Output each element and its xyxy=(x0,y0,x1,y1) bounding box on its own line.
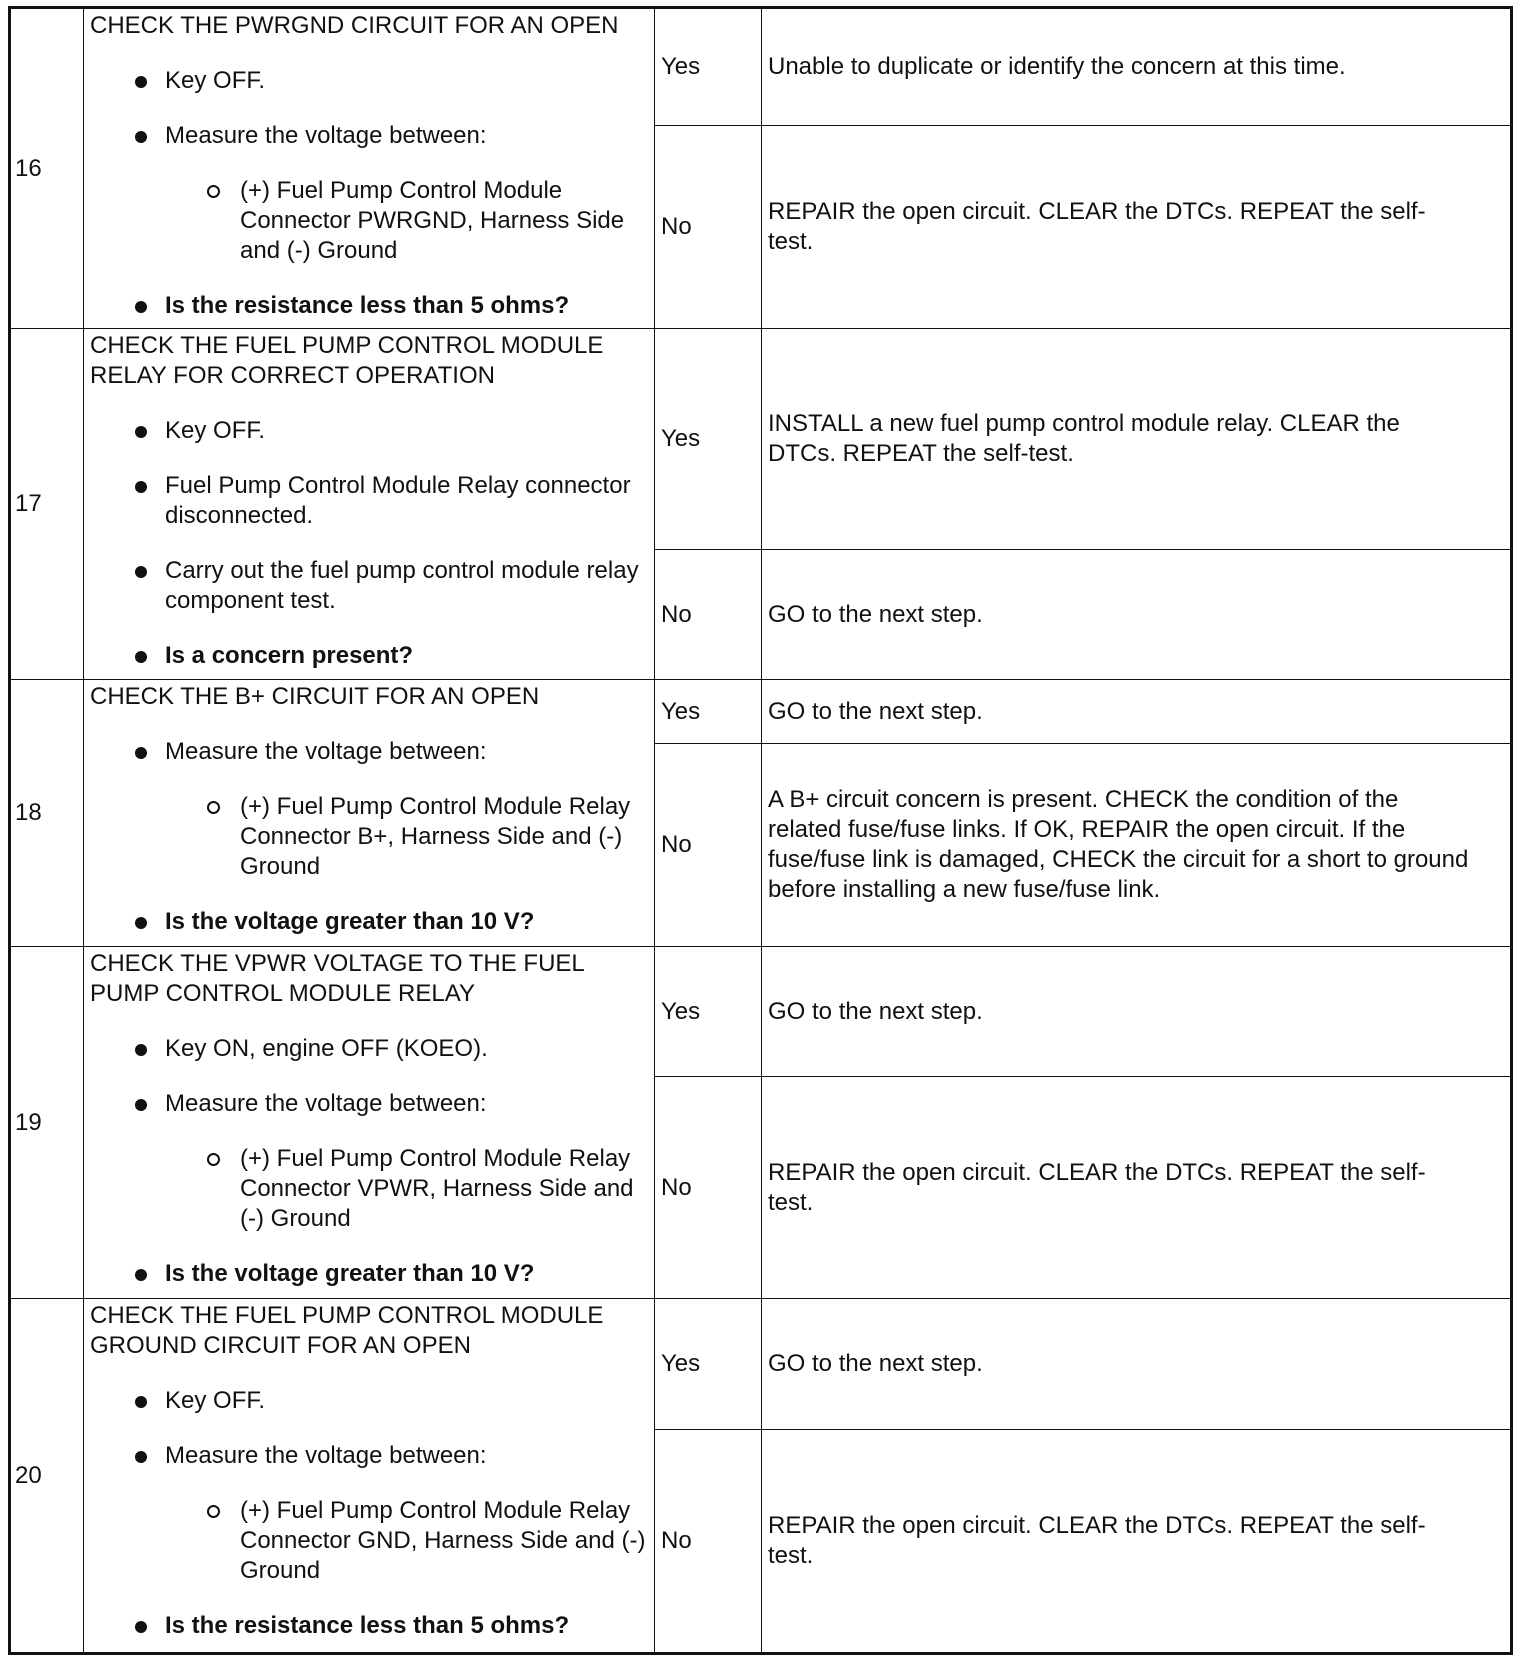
no-result: REPAIR the open circuit. CLEAR the DTCs. REPEAT the self-test. xyxy=(762,126,1512,329)
measurement-item: (+) Fuel Pump Control Module Relay Connector GND, Harness Side and (-) Ground xyxy=(165,1496,646,1586)
step-question: Is the resistance less than 5 ohms? xyxy=(90,1611,646,1641)
action-item: Key OFF. xyxy=(90,66,646,96)
action-item: Fuel Pump Control Module Relay connector disconnected. xyxy=(90,471,646,531)
yes-result: Unable to duplicate or identify the concern at this time. xyxy=(762,8,1512,126)
step-18-yes-row xyxy=(10,680,1512,744)
step-19-yes-row xyxy=(10,947,1512,1077)
measurement-list xyxy=(165,176,646,266)
action-item: Key OFF. xyxy=(90,1386,646,1416)
yes-label: Yes xyxy=(655,1299,762,1430)
yes-label: Yes xyxy=(655,329,762,550)
measurement-list xyxy=(165,1496,646,1586)
step-16-yes-row xyxy=(10,8,1512,126)
action-list xyxy=(90,66,646,321)
measurement-list xyxy=(165,1144,646,1234)
action-item: Carry out the fuel pump control module relay component test. xyxy=(90,556,646,616)
step-question: Is a concern present? xyxy=(90,641,646,671)
action-item xyxy=(90,121,646,266)
no-label: No xyxy=(655,1077,762,1299)
action-list xyxy=(90,1034,646,1289)
step-question: Is the voltage greater than 10 V? xyxy=(90,907,646,937)
step-question: Is the resistance less than 5 ohms? xyxy=(90,291,646,321)
step-title: CHECK THE VPWR VOLTAGE TO THE FUEL PUMP CONTROL MODULE RELAY xyxy=(90,950,584,1007)
no-result: REPAIR the open circuit. CLEAR the DTCs. REPEAT the self-test. xyxy=(762,1077,1512,1299)
yes-label: Yes xyxy=(655,680,762,744)
yes-label: Yes xyxy=(655,947,762,1077)
action-item xyxy=(90,1441,646,1586)
step-title: CHECK THE FUEL PUMP CONTROL MODULE GROUND CIRCUIT FOR AN OPEN xyxy=(90,1302,604,1359)
yes-result: GO to the next step. xyxy=(762,1299,1512,1430)
step-actions xyxy=(84,1299,655,1654)
measurement-list xyxy=(165,792,646,882)
action-item: Key OFF. xyxy=(90,416,646,446)
no-result: GO to the next step. xyxy=(762,550,1512,680)
action-text: Measure the voltage between: xyxy=(165,1442,487,1469)
measurement-item: (+) Fuel Pump Control Module Connector PWRGND, Harness Side and (-) Ground xyxy=(165,176,646,266)
action-text: Measure the voltage between: xyxy=(165,122,487,149)
action-list xyxy=(90,737,646,937)
step-number: 18 xyxy=(10,680,84,947)
measurement-item: (+) Fuel Pump Control Module Relay Connector B+, Harness Side and (-) Ground xyxy=(165,792,646,882)
yes-result: GO to the next step. xyxy=(762,947,1512,1077)
no-result: A B+ circuit concern is present. CHECK the condition of the related fuse/fuse links. If OK, REPAIR the open circuit. If the fuse/fuse link is damaged, CHECK the circuit for a short to ground before installing a new fuse/fuse link. xyxy=(762,744,1512,947)
action-list xyxy=(90,1386,646,1641)
no-result: REPAIR the open circuit. CLEAR the DTCs. REPEAT the self-test. xyxy=(762,1430,1512,1654)
step-actions xyxy=(84,947,655,1299)
yes-result: INSTALL a new fuel pump control module relay. CLEAR the DTCs. REPEAT the self-test. xyxy=(762,329,1512,550)
no-label: No xyxy=(655,744,762,947)
measurement-item: (+) Fuel Pump Control Module Relay Connector VPWR, Harness Side and (-) Ground xyxy=(165,1144,646,1234)
step-number: 16 xyxy=(10,8,84,329)
action-item xyxy=(90,1089,646,1234)
step-number: 20 xyxy=(10,1299,84,1654)
yes-result: GO to the next step. xyxy=(762,680,1512,744)
step-question: Is the voltage greater than 10 V? xyxy=(90,1259,646,1289)
no-label: No xyxy=(655,126,762,329)
no-label: No xyxy=(655,550,762,680)
step-actions xyxy=(84,329,655,680)
action-text: Measure the voltage between: xyxy=(165,738,487,765)
action-list xyxy=(90,416,646,671)
no-label: No xyxy=(655,1430,762,1654)
step-title: CHECK THE PWRGND CIRCUIT FOR AN OPEN xyxy=(90,12,619,39)
diagnostic-table-sheet xyxy=(8,6,1513,1652)
step-actions xyxy=(84,8,655,329)
step-title: CHECK THE FUEL PUMP CONTROL MODULE RELAY FOR CORRECT OPERATION xyxy=(90,332,604,389)
step-title: CHECK THE B+ CIRCUIT FOR AN OPEN xyxy=(90,683,540,710)
step-20-yes-row xyxy=(10,1299,1512,1430)
step-number: 19 xyxy=(10,947,84,1299)
yes-label: Yes xyxy=(655,8,762,126)
action-text: Measure the voltage between: xyxy=(165,1090,487,1117)
step-actions xyxy=(84,680,655,947)
step-number: 17 xyxy=(10,329,84,680)
action-item xyxy=(90,737,646,882)
action-item: Key ON, engine OFF (KOEO). xyxy=(90,1034,646,1064)
step-17-yes-row xyxy=(10,329,1512,550)
pinpoint-test-table xyxy=(8,6,1513,1655)
